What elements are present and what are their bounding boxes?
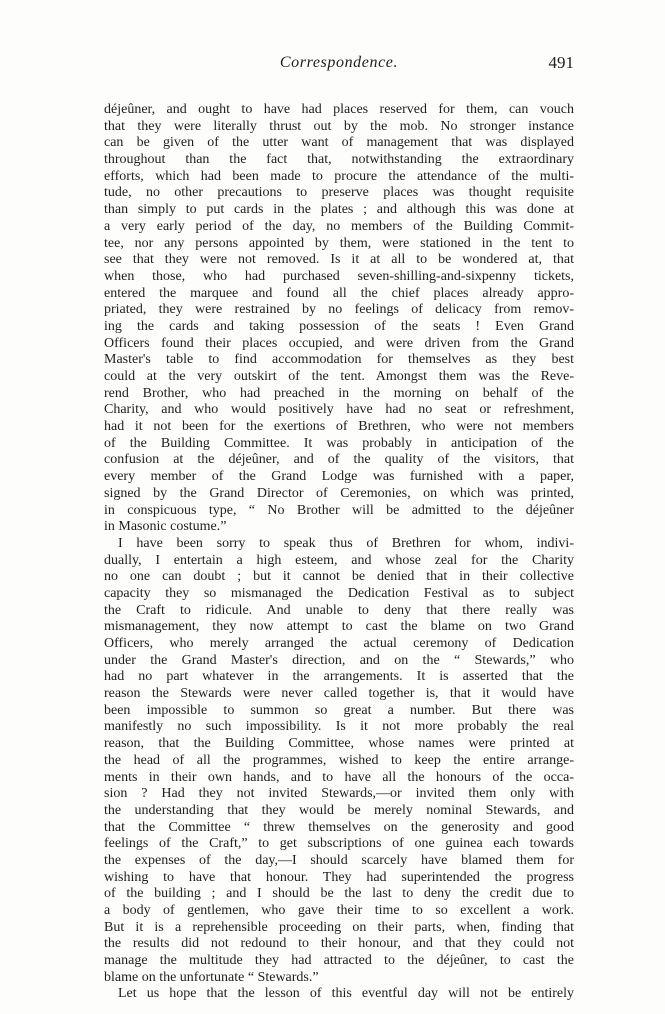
text-line: a very early period of the day, no members of the Building Commit- xyxy=(104,218,574,234)
text-line: could at the very outskirt of the tent. Amongst them was the Reve- xyxy=(104,369,574,384)
text-line: than simply to put cards in the plates ; and although this was done at xyxy=(104,202,574,218)
text-line: a body of gentlemen, who gave their time to so excellent a work. xyxy=(104,903,574,918)
body-text xyxy=(104,102,574,1003)
text-line: But it is a reprehensible proceeding on their parts, when, finding that xyxy=(104,919,574,935)
text-line: the Craft to ridicule. And unable to deny that there really was xyxy=(104,602,574,618)
text-line: Master's table to find accommodation for themselves as they best xyxy=(104,352,574,368)
text-line: manage the multitude they had attracted to the déjeûner, to cast the xyxy=(104,953,574,969)
text-line: sion ? Had they not invited Stewards,—or invited them only with xyxy=(104,786,574,802)
text-line: no one can doubt ; but it cannot be denied that in their collective xyxy=(104,569,574,585)
text-line: entered the marquee and found all the chief places already appro- xyxy=(104,285,574,301)
text-line: reason the Stewards were never called together is, that it would have xyxy=(104,686,574,702)
text-line: see that they were not removed. Is it at all to be wondered at, that xyxy=(104,252,574,268)
text-line: déjeûner, and ought to have had places reserved for them, can vouch xyxy=(104,102,574,117)
text-line: in Masonic costume.” xyxy=(104,519,227,535)
text-line: had no part whatever in the arrangements. It is asserted that the xyxy=(104,669,574,685)
text-line: I have been sorry to speak thus of Brethren for whom, indivi- xyxy=(118,535,574,551)
text-line: the head of all the programmes, wished to keep the entire arrange- xyxy=(104,752,574,768)
text-line: the expenses of the day,—I should scarcely have blamed them for xyxy=(104,852,574,868)
text-line: confusion at the déjeûner, and of the quality of the visitors, that xyxy=(104,452,574,468)
text-line: blame on the unfortunate “ Stewards.” xyxy=(104,969,319,985)
text-line: of the building ; and I should be the last to deny the credit due to xyxy=(104,886,574,902)
text-line: when those, who had purchased seven-shilling-and-sixpenny tickets, xyxy=(104,268,574,284)
text-line: feelings of the Craft,” to get subscriptions of one guinea each towards xyxy=(104,836,574,852)
text-line: of the Building Committee. It was probably in anticipation of the xyxy=(104,435,574,451)
page-header xyxy=(104,54,574,78)
text-line: reason, that the Building Committee, whose names were printed at xyxy=(104,736,574,752)
text-line: tude, no other precautions to preserve places was thought requisite xyxy=(104,185,574,201)
text-line: the understanding that they would be merely nominal Stewards, and xyxy=(104,802,574,818)
text-line: ing the cards and taking possession of the seats ! Even Grand xyxy=(104,318,574,334)
text-line: can be given of the utter want of management that was displayed xyxy=(104,135,574,151)
text-line: tee, nor any persons appointed by them, were stationed in the tent to xyxy=(104,235,574,251)
text-line: Charity, and who would positively have had no seat or refreshment, xyxy=(104,402,574,418)
text-line: throughout than the fact that, notwithstanding the extraordinary xyxy=(104,152,574,168)
page-number: 491 xyxy=(548,53,574,72)
text-line: signed by the Grand Director of Ceremonies, on which was printed, xyxy=(104,485,574,501)
text-line: been impossible to summon so great a number. But there was xyxy=(104,702,574,718)
text-line: efforts, which had been made to procure the attendance of the multi- xyxy=(104,168,574,184)
text-line: wishing to have that honour. They had superintended the progress xyxy=(104,869,574,885)
text-line: rend Brother, who had preached in the morning on behalf of the xyxy=(104,385,574,401)
text-line: Officers, who merely arranged the actual ceremony of Dedication xyxy=(104,636,574,651)
text-line: Let us hope that the lesson of this eventful day will not be entirely xyxy=(118,986,574,1002)
text-line: ments in their own hands, and to have all the honours of the occa- xyxy=(104,769,574,785)
text-line: in conspicuous type, “ No Brother will be admitted to the déjeûner xyxy=(104,502,574,518)
text-line: that they were literally thrust out by the mob. No stronger instance xyxy=(104,118,574,134)
running-title: Correspondence. xyxy=(279,54,399,71)
text-line: the results did not redound to their honour, and that they could not xyxy=(104,936,574,952)
text-line: had it not been for the exertions of Brethren, who were not members xyxy=(104,419,574,435)
text-line: that the Committee “ threw themselves on the generosity and good xyxy=(104,819,574,835)
text-line: mismanagement, they now attempt to cast the blame on two Grand xyxy=(104,619,574,635)
text-line: dually, I entertain a high esteem, and whose zeal for the Charity xyxy=(104,552,574,568)
text-line: every member of the Grand Lodge was furnished with a paper, xyxy=(104,469,574,485)
text-line: Officers found their places occupied, and were driven from the Grand xyxy=(104,335,574,351)
text-line: under the Grand Master's direction, and on the “ Stewards,” who xyxy=(104,652,574,668)
text-line: capacity they so mismanaged the Dedication Festival as to subject xyxy=(104,585,574,601)
text-line: priated, they were restrained by no feelings of delicacy from remov- xyxy=(104,302,574,318)
text-line: manifestly no such impossibility. Is it not more probably the real xyxy=(104,719,574,735)
